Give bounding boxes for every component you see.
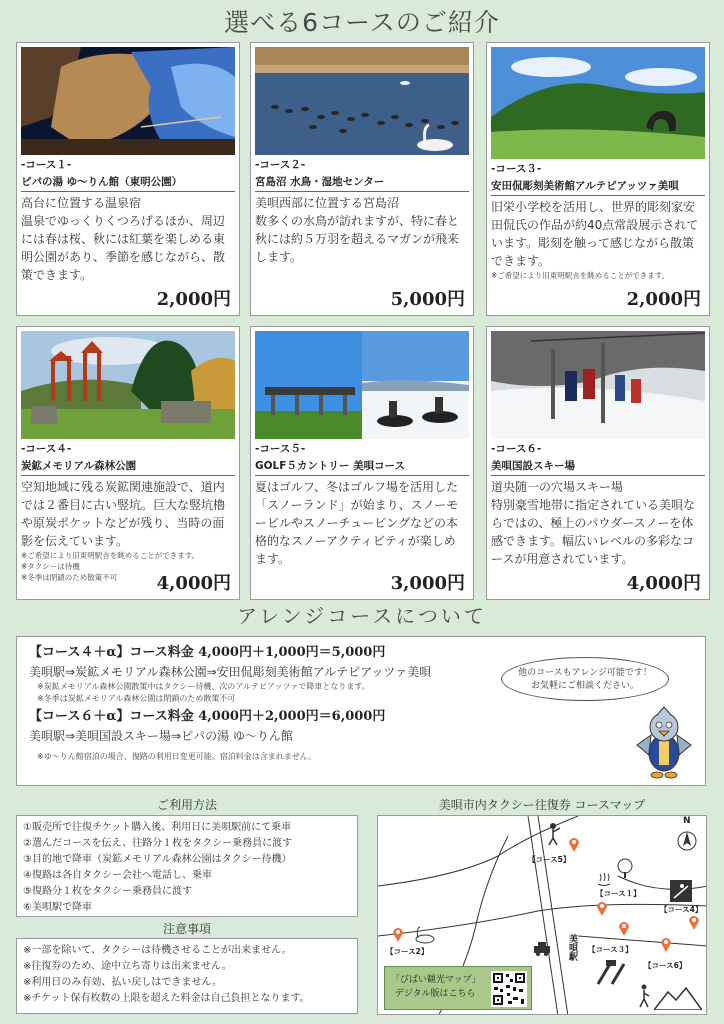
course-card-1 xyxy=(16,42,240,316)
arrange-plan-1-note-2: ※冬季は炭鉱メモリアル森林公園は閉鎖のため散策不可 xyxy=(37,694,236,703)
map-station-label: 美唄駅 xyxy=(567,934,577,961)
map-label-course1: 【コース１】 xyxy=(596,889,641,898)
usage-step-6: ⑥美唄駅で降車 xyxy=(23,902,92,913)
arrange-box xyxy=(16,636,706,786)
caution-item-2: ※往復券のため、途中立ち寄りは出来ません。 xyxy=(23,961,232,972)
course-4-name: 炭鉱メモリアル森林公園 xyxy=(21,460,137,472)
usage-step-3: ③目的地で降車（炭鉱メモリアル森林公園はタクシー待機） xyxy=(23,854,292,865)
course-card-6 xyxy=(486,326,710,600)
course-4-note-2: ※タクシーは待機 xyxy=(21,562,80,571)
course-3-price: 2,000円 xyxy=(626,289,701,310)
arrange-section-title: アレンジコースについて xyxy=(237,604,487,628)
swan-icon xyxy=(412,924,436,944)
course-4-photo xyxy=(21,331,235,439)
course-3-number: -コース３- xyxy=(491,163,542,175)
usage-box xyxy=(16,815,358,917)
course-4-description: 空知地域に残る炭鉱関連施設で、道内 では２番目に古い竪坑。巨大な竪坑櫓 や原炭ポケットなどが残り、当時の面 影を伝えています。 xyxy=(21,475,235,550)
course-2-description: 美唄西部に位置する宮島沼 数多くの水鳥が訪れますが、特に春と 秋には約５万羽を超えるマガンが飛来 します。 xyxy=(255,191,469,266)
taxi-icon xyxy=(532,940,552,956)
arrange-plan-2-header: 【コース６＋α】コース料金 4,000円＋2,000円＝6,000円 xyxy=(29,709,386,724)
map-pin-icon xyxy=(688,914,700,930)
caution-item-1: ※一部を除いて、タクシーは待機させることが出来ません。 xyxy=(23,945,292,956)
course-3-note: ※ご希望により旧東明駅舎を眺めることができます。 xyxy=(491,271,670,280)
course-6-name: 美唄国設スキー場 xyxy=(491,460,575,472)
map-label-course4: 【コース4】 xyxy=(660,905,703,914)
caution-item-3: ※利用日のみ有効、払い戻しはできません。 xyxy=(23,977,222,988)
map-pin-icon xyxy=(596,900,608,916)
hot-spring-icon xyxy=(596,872,612,886)
tourism-map-banner[interactable]: 「びばい観光マップ」 デジタル版はこちら xyxy=(384,966,532,1010)
north-arrow-icon xyxy=(676,822,698,852)
page-title: 選べる6コースのご紹介 xyxy=(224,8,500,37)
golfer-icon xyxy=(544,822,566,846)
course-card-4 xyxy=(16,326,240,600)
course-4-price: 4,000円 xyxy=(156,573,231,594)
course-1-photo xyxy=(21,47,235,155)
hiker-icon xyxy=(636,984,652,1008)
map-pin-icon xyxy=(392,926,404,942)
usage-title: ご利用方法 xyxy=(156,798,217,812)
skier-icon xyxy=(670,880,692,902)
course-5-photo xyxy=(255,331,469,439)
course-6-photo xyxy=(491,331,705,439)
qr-code-icon[interactable] xyxy=(491,971,527,1007)
arrange-plan-1-route: 美唄駅⇒炭鉱メモリアル森林公園⇒安田侃彫刻美術館アルテピアッツァ美唄 xyxy=(29,665,432,679)
course-4-note-3: ※冬季は閉鎖のため散策不可 xyxy=(21,573,118,582)
course-3-description: 旧栄小学校を活用し、世界的彫刻家安 田侃氏の作品が約40点常設展示されて います。彫刻を触って感じながら散策 できます。 xyxy=(491,195,705,270)
north-label: N xyxy=(683,816,691,826)
map-label-course6: 【コース6】 xyxy=(644,961,687,970)
course-5-number: -コース５- xyxy=(255,443,306,455)
map-pin-icon xyxy=(660,936,672,952)
map-label-course5: 【コース5】 xyxy=(528,855,571,864)
course-5-price: 3,000円 xyxy=(390,573,465,594)
arrange-plan-1-header: 【コース４＋α】コース料金 4,000円＋1,000円＝5,000円 xyxy=(29,645,386,660)
usage-step-1: ①販売所で往復チケット購入後、利用日に美唄駅前にて乗車 xyxy=(23,822,292,833)
speech-bubble: 他のコースもアレンジ可能です！ お気軽にご相談ください。 xyxy=(501,657,669,701)
usage-step-2: ②選んだコースを伝え、往路分１枚をタクシー乗務員に渡す xyxy=(23,838,293,849)
map-pin-icon xyxy=(568,836,580,852)
course-6-number: -コース６- xyxy=(491,443,542,455)
sakura-icon xyxy=(614,858,636,878)
map-title: 美唄市内タクシー往復券 コースマップ xyxy=(438,798,646,812)
mountain-icon xyxy=(654,986,702,1010)
caution-title: 注意事項 xyxy=(162,922,211,936)
usage-step-5: ⑤復路分１枚をタクシー乗務員に渡す xyxy=(23,886,192,897)
course-6-description: 道央随一の穴場スキー場 特別豪雪地帯に指定されている美唄な らではの、極上のパウダースノーを体 感できます。幅広いレベルの多彩なコ ースが用意されています。 xyxy=(491,475,705,568)
course-2-name: 宮島沼 水鳥・湿地センター xyxy=(255,176,385,188)
usage-step-4: ④復路は各自タクシー会社へ電話し、乗車 xyxy=(23,870,212,881)
mascot-icon xyxy=(629,705,699,785)
map-label-course2: 【コース2】 xyxy=(386,947,429,956)
caution-box xyxy=(16,938,358,1014)
arrange-plan-1-note-1: ※炭鉱メモリアル森林公園散策中はタクシー待機、次のアルテピアッツァで降車となります。 xyxy=(37,682,370,691)
course-1-price: 2,000円 xyxy=(156,289,231,310)
course-6-price: 4,000円 xyxy=(626,573,701,594)
course-1-number: -コース１- xyxy=(21,159,72,171)
map-pin-icon xyxy=(618,920,630,936)
course-1-description: 高台に位置する温泉宿 温泉でゆっくりくつろげるほか、周辺 には春は桜、秋には紅葉を楽しめる東 明公園があり、季節を感じながら、散 策できます。 xyxy=(21,191,235,284)
course-2-number: -コース２- xyxy=(255,159,306,171)
course-card-3 xyxy=(486,42,710,316)
course-card-5 xyxy=(250,326,474,600)
course-5-description: 夏はゴルフ、冬はゴルフ場を活用した 「スノーランド」が始まり、スノーモ ービルやスノーチュービングなどの本 格的なスノーアクティビティが楽しめ ます。 xyxy=(255,475,469,568)
course-4-number: -コース４- xyxy=(21,443,72,455)
course-4-note-1: ※ご希望により旧東明駅舎を眺めることができます。 xyxy=(21,551,200,560)
course-2-price: 5,000円 xyxy=(390,289,465,310)
course-3-photo xyxy=(491,47,705,159)
tools-icon xyxy=(594,958,628,988)
course-map xyxy=(377,815,707,1015)
course-2-photo xyxy=(255,47,469,155)
course-card-2 xyxy=(250,42,474,316)
arrange-plan-2-note: ※ゆ～りん館宿泊の場合、復路の利用日変更可能。宿泊料金は含まれません。 xyxy=(37,752,317,761)
course-1-name: ピパの湯 ゆ～りん館（東明公園） xyxy=(21,176,183,188)
arrange-plan-2-route: 美唄駅⇒美唄国設スキー場⇒ピパの湯 ゆ～りん館 xyxy=(29,729,293,743)
map-label-course3: 【コース３】 xyxy=(588,945,633,954)
course-3-name: 安田侃彫刻美術館アルテピアッツァ美唄 xyxy=(491,180,679,192)
course-5-name: GOLF５カントリー 美唄コース xyxy=(255,460,406,472)
caution-item-4: ※チケット保有枚数の上限を超えた料金は自己負担となります。 xyxy=(23,993,310,1004)
